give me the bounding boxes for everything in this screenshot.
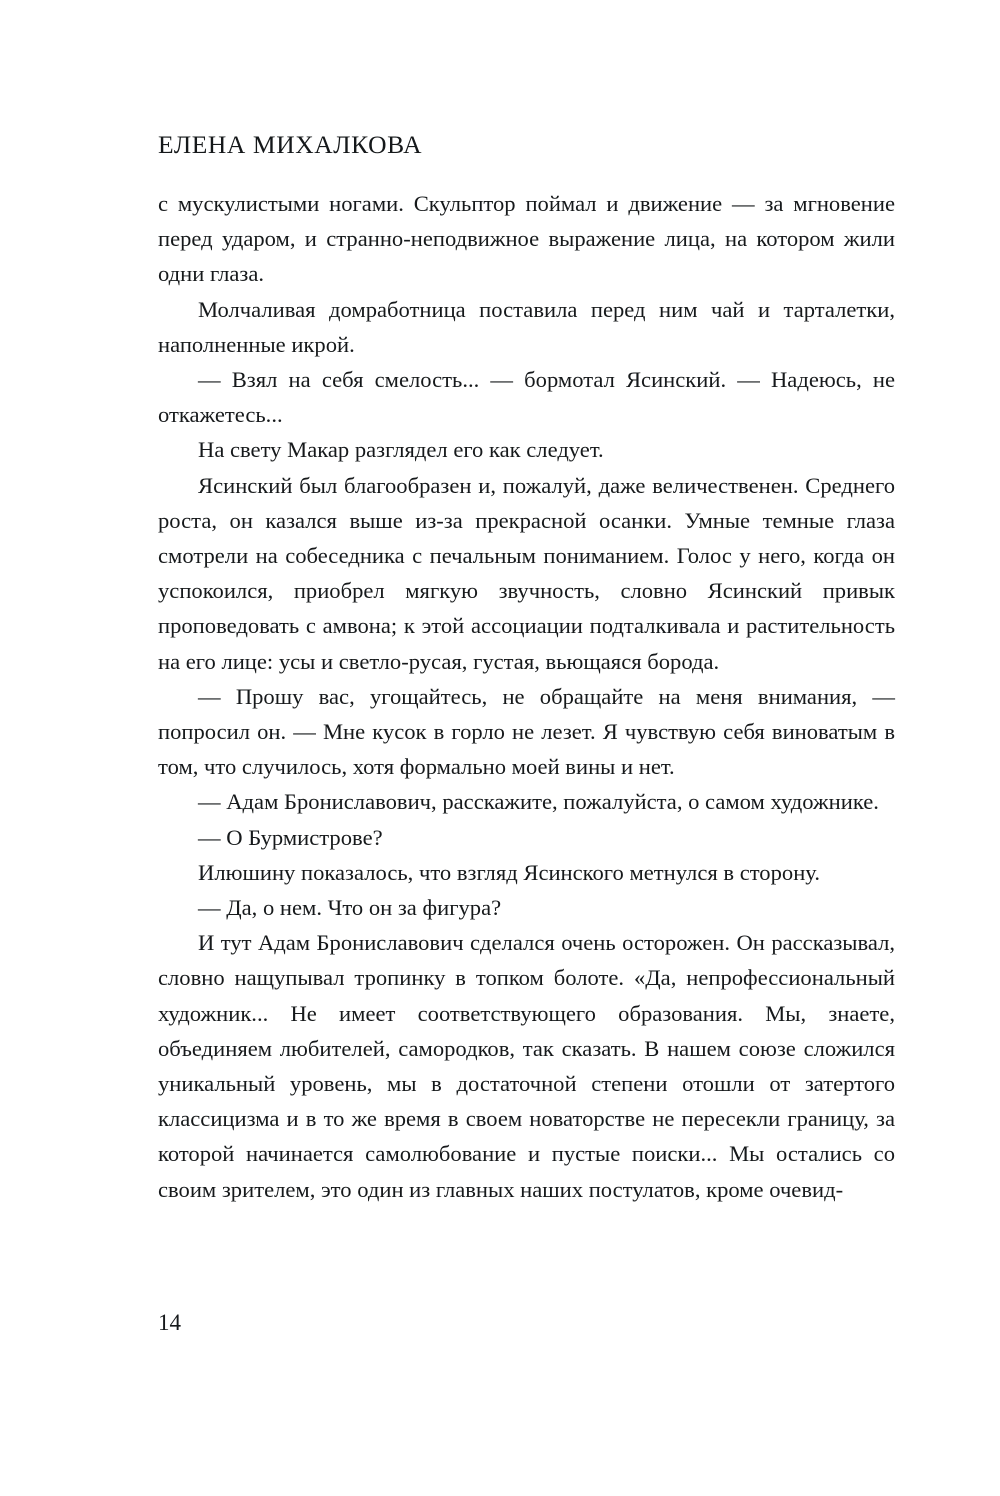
- paragraph: Молчаливая домработница поставила перед ним чай и тарталетки, наполненные икрой.: [158, 296, 895, 357]
- paragraph: — О Бурмистрове?: [198, 824, 383, 850]
- body-text: [158, 186, 895, 1207]
- running-head: ЕЛЕНА МИХАЛКОВА: [158, 130, 423, 159]
- paragraph: — Адам Брониславович, расскажите, пожалуйста, о самом художнике.: [198, 789, 879, 815]
- paragraph: — Взял на себя смелость... — бормотал Ясинский. — Надеюсь, не откажетесь...: [158, 367, 895, 428]
- paragraph: с мускулистыми ногами. Скульптор поймал и движение — за мгновение перед ударом, и странно-неподвижное выражение лица, на котором жили одни глаза.: [158, 191, 895, 287]
- paragraph: Ясинский был благообразен и, пожалуй, даже величественен. Среднего роста, он казался выше из-за прекрасной осанки. Умные темные глаза смотрели на собеседника с печальным пониманием. Голос у него, когда он успокоился, приобрел мягкую звучность, словно Ясинский привык проповедовать с амвона; к этой ассоциации подталкивала и растительность на его лице: усы и светло-русая, густая, вьющаяся борода.: [158, 472, 895, 674]
- paragraph: И тут Адам Брониславович сделался очень осторожен. Он рассказывал, словно нащупывал тропинку в топком болоте. «Да, непрофессиональный художник... Не имеет соответствующего образования. Мы, знаете, объединяем любителей, самородков, так сказать. В нашем союзе сложился уникальный уровень, мы в достаточной степени отошли от затертого классицизма и в то же время в своем новаторстве не пересекли границу, за которой начинается самолюбование и пустые поиски... Мы остались со своим зрителем, это один из главных наших постулатов, кроме очевид-: [158, 930, 895, 1202]
- paragraph: Илюшину показалось, что взгляд Ясинского метнулся в сторону.: [198, 859, 820, 885]
- paragraph: — Прошу вас, угощайтесь, не обращайте на меня внимания, — попросил он. — Мне кусок в горло не лезет. Я чувствую себя виноватым в том, что случилось, хотя формально моей вины и нет.: [158, 683, 895, 780]
- paragraph: На свету Макар разглядел его как следует.: [198, 437, 604, 463]
- page-number: 14: [158, 1310, 181, 1335]
- paragraph: — Да, о нем. Что он за фигура?: [198, 895, 502, 921]
